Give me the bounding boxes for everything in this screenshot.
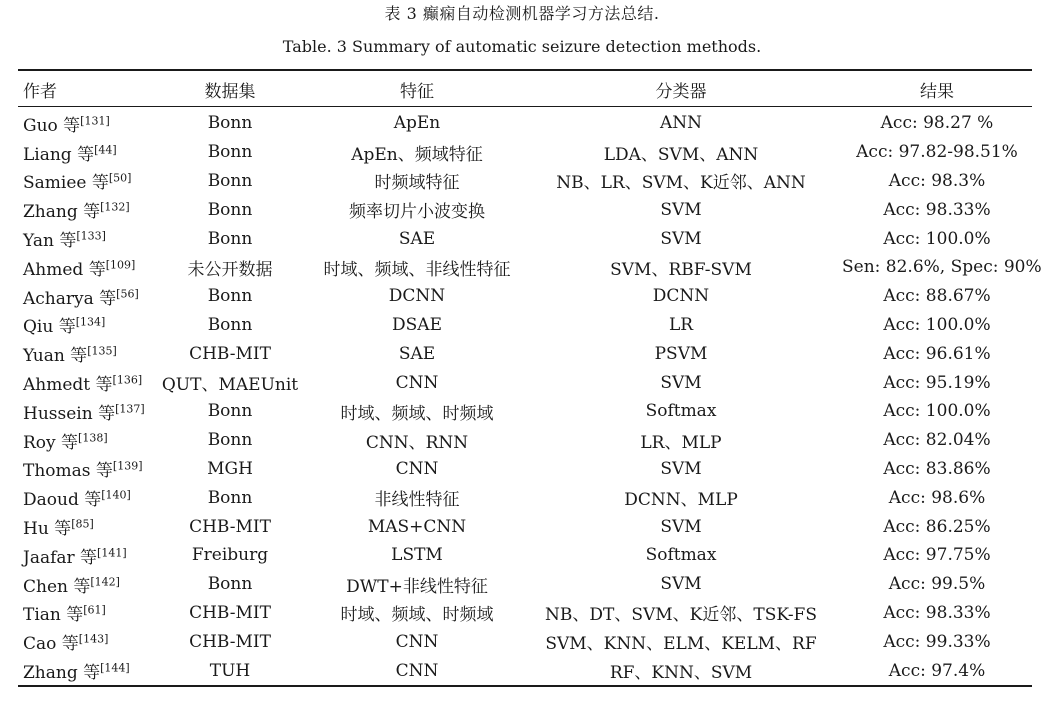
dataset-cell: QUT、MAEUnit xyxy=(161,375,299,396)
classifier-cell: SVM xyxy=(660,516,702,537)
author-name: Thomas 等 xyxy=(23,461,113,482)
citation-ref: [85] xyxy=(71,517,94,531)
author-cell xyxy=(18,311,146,340)
author-name: Yuan 等 xyxy=(23,346,88,367)
author-cell xyxy=(18,224,146,253)
author-cell xyxy=(18,107,146,138)
dataset-cell: 未公开数据 xyxy=(187,259,273,280)
author-cell xyxy=(18,253,146,282)
classifier-cell: DCNN、MLP xyxy=(624,490,738,511)
author-cell xyxy=(18,138,146,167)
author-cell xyxy=(18,599,146,628)
classifier-cell: ANN xyxy=(659,113,703,134)
dataset-cell: Bonn xyxy=(207,487,253,508)
result-cell: Acc: 99.33% xyxy=(883,631,991,652)
dataset-cell: CHB-MIT xyxy=(189,343,271,364)
table-row xyxy=(18,570,1032,599)
classifier-cell: LR xyxy=(668,314,694,335)
dataset-cell: TUH xyxy=(209,660,251,681)
classifier-cell: PSVM xyxy=(654,343,708,364)
header-dataset: 数据集 xyxy=(204,82,256,102)
table-body xyxy=(18,107,1042,685)
author-cell xyxy=(18,339,146,368)
citation-ref: [139] xyxy=(112,459,143,473)
dataset-cell: Bonn xyxy=(207,430,253,451)
table-top-rule xyxy=(18,69,1032,71)
feature-cell: 时域、频域、时频域 xyxy=(340,605,494,626)
dataset-cell: Bonn xyxy=(207,199,253,220)
author-cell xyxy=(18,512,146,541)
dataset-cell: Bonn xyxy=(207,142,253,163)
citation-ref: [137] xyxy=(115,402,145,416)
citation-ref: [133] xyxy=(76,229,106,243)
classifier-cell: SVM、KNN、ELM、KELM、RF xyxy=(545,634,817,655)
author-name: Qiu 等 xyxy=(23,317,76,338)
dataset-cell: Bonn xyxy=(207,314,253,335)
result-cell: Acc: 86.25% xyxy=(883,516,991,537)
dataset-cell: MGH xyxy=(207,458,253,479)
citation-ref: [44] xyxy=(94,143,117,157)
author-cell xyxy=(18,397,146,426)
author-name: Chen 等 xyxy=(23,576,91,597)
table-row xyxy=(18,368,1032,397)
result-cell: Acc: 97.75% xyxy=(883,545,991,566)
citation-ref: [61] xyxy=(83,603,106,617)
feature-cell: DSAE xyxy=(392,314,442,335)
citation-ref: [140] xyxy=(101,488,131,502)
feature-cell: CNN xyxy=(395,372,439,393)
classifier-cell: SVM、RBF-SVM xyxy=(610,259,752,280)
citation-ref: [50] xyxy=(108,171,132,185)
table-row xyxy=(18,426,1032,455)
classifier-cell: RF、KNN、SVM xyxy=(609,663,753,684)
methods-table xyxy=(18,72,1042,685)
author-cell xyxy=(18,483,146,512)
result-cell: Acc: 98.27 % xyxy=(880,113,994,134)
header-author: 作者 xyxy=(23,82,57,102)
table-row xyxy=(18,599,1032,628)
result-cell: Acc: 98.6% xyxy=(888,487,986,508)
table-row xyxy=(18,339,1032,368)
feature-cell: MAS+CNN xyxy=(367,516,467,537)
table-row xyxy=(18,282,1032,311)
feature-cell: 时域、频域、非线性特征 xyxy=(323,259,511,280)
feature-cell: LSTM xyxy=(391,545,443,566)
feature-cell: 时频域特征 xyxy=(374,173,460,194)
classifier-cell: LDA、SVM、ANN xyxy=(603,144,759,165)
dataset-cell: Bonn xyxy=(207,286,253,307)
table-row xyxy=(18,541,1032,570)
author-name: Acharya 等 xyxy=(23,288,117,309)
author-cell xyxy=(18,368,146,397)
author-name: Hu 等 xyxy=(23,519,72,540)
table-row xyxy=(18,224,1032,253)
author-cell xyxy=(18,541,146,570)
result-cell: Acc: 98.33% xyxy=(883,199,991,220)
author-name: Hussein 等 xyxy=(23,403,116,424)
dataset-cell: Bonn xyxy=(207,228,253,249)
citation-ref: [136] xyxy=(112,373,143,387)
result-cell: Sen: 82.6%, Spec: 90% xyxy=(842,257,1042,278)
author-cell xyxy=(18,195,146,224)
table-row xyxy=(18,138,1032,167)
citation-ref: [138] xyxy=(78,431,108,444)
table-row xyxy=(18,656,1032,685)
citation-ref: [142] xyxy=(90,574,120,588)
feature-cell: ApEn xyxy=(393,113,441,134)
feature-cell: 频率切片小波变换 xyxy=(349,202,485,223)
citation-ref: [109] xyxy=(105,258,136,272)
table-row xyxy=(18,311,1032,340)
classifier-cell: SVM xyxy=(660,574,702,595)
author-name: Ahmedt 等 xyxy=(23,375,113,396)
feature-cell: SAE xyxy=(398,228,436,249)
result-cell: Acc: 97.4% xyxy=(888,660,986,681)
author-cell xyxy=(18,426,146,455)
result-cell: Acc: 83.86% xyxy=(883,458,991,479)
dataset-cell: CHB-MIT xyxy=(189,631,271,652)
result-cell: Acc: 97.82-98.51% xyxy=(856,142,1018,163)
result-cell: Acc: 100.0% xyxy=(883,314,991,335)
feature-cell: CNN xyxy=(395,458,439,479)
dataset-cell: Freiburg xyxy=(191,545,269,566)
author-name: Ahmed 等 xyxy=(23,259,106,280)
feature-cell: DCNN xyxy=(388,286,446,307)
feature-cell: SAE xyxy=(398,343,436,364)
classifier-cell: Softmax xyxy=(645,545,717,566)
table-header-row xyxy=(18,72,1032,107)
dataset-cell: Bonn xyxy=(207,113,253,134)
classifier-cell: NB、LR、SVM、K近邻、ANN xyxy=(556,173,806,194)
author-name: Daoud 等 xyxy=(23,490,102,511)
result-cell: Acc: 99.5% xyxy=(888,574,986,595)
feature-cell: CNN xyxy=(395,660,439,681)
author-name: Guo 等 xyxy=(23,115,81,136)
result-cell: Acc: 100.0% xyxy=(883,228,991,249)
citation-ref: [143] xyxy=(78,632,109,646)
author-cell xyxy=(18,627,146,656)
classifier-cell: DCNN xyxy=(652,286,710,307)
author-cell xyxy=(18,167,146,196)
dataset-cell: CHB-MIT xyxy=(189,516,271,537)
citation-ref: [135] xyxy=(87,344,117,358)
header-feature: 特征 xyxy=(400,82,434,102)
classifier-cell: SVM xyxy=(660,372,702,393)
table-row xyxy=(18,455,1032,484)
table-row xyxy=(18,195,1032,224)
classifier-cell: SVM xyxy=(660,228,702,249)
dataset-cell: CHB-MIT xyxy=(189,602,271,623)
author-name: Cao 等 xyxy=(23,634,79,655)
table-caption-english: Table. 3 Summary of automatic seizure detection methods. xyxy=(282,37,762,56)
feature-cell: ApEn、频域特征 xyxy=(351,144,483,165)
table-row xyxy=(18,627,1032,656)
header-result: 结果 xyxy=(920,82,954,102)
citation-ref: [131] xyxy=(80,114,110,128)
result-cell: Acc: 82.04% xyxy=(883,430,991,451)
result-cell: Acc: 100.0% xyxy=(883,401,991,422)
result-cell: Acc: 98.3% xyxy=(888,170,986,191)
result-cell: Acc: 98.33% xyxy=(883,602,991,623)
author-name: Roy 等 xyxy=(23,432,79,453)
table-row xyxy=(18,512,1032,541)
classifier-cell: NB、DT、SVM、K近邻、TSK-FS xyxy=(545,605,817,626)
header-classifier: 分类器 xyxy=(655,82,707,102)
result-cell: Acc: 96.61% xyxy=(883,343,991,364)
dataset-cell: Bonn xyxy=(207,170,253,191)
result-cell: Acc: 88.67% xyxy=(883,286,991,307)
feature-cell: CNN、RNN xyxy=(365,432,469,453)
author-name: Tian 等 xyxy=(23,605,84,626)
classifier-cell: SVM xyxy=(660,458,702,479)
author-cell xyxy=(18,656,146,685)
citation-ref: [56] xyxy=(116,287,139,301)
table-row xyxy=(18,167,1032,196)
citation-ref: [134] xyxy=(75,315,106,329)
author-cell xyxy=(18,570,146,599)
author-name: Yan 等 xyxy=(23,231,77,252)
classifier-cell: LR、MLP xyxy=(640,432,722,453)
table-row xyxy=(18,253,1032,282)
citation-ref: [141] xyxy=(97,546,127,560)
dataset-cell: Bonn xyxy=(207,401,253,422)
table-caption-chinese: 表 3 癫痫自动检测机器学习方法总结. xyxy=(384,4,660,23)
classifier-cell: SVM xyxy=(660,199,702,220)
classifier-cell: Softmax xyxy=(645,401,717,422)
citation-ref: [144] xyxy=(100,661,130,675)
citation-ref: [132] xyxy=(100,200,130,214)
author-name: Zhang 等 xyxy=(23,663,101,684)
feature-cell: 时域、频域、时频域 xyxy=(340,403,494,424)
dataset-cell: Bonn xyxy=(207,574,253,595)
author-name: Zhang 等 xyxy=(23,202,101,223)
author-cell xyxy=(18,455,146,484)
feature-cell: CNN xyxy=(395,631,439,652)
author-name: Samiee 等 xyxy=(23,173,109,194)
table-row xyxy=(18,483,1032,512)
author-name: Jaafar 等 xyxy=(23,547,98,568)
table-bottom-rule xyxy=(18,685,1032,687)
table-row xyxy=(18,397,1032,426)
feature-cell: 非线性特征 xyxy=(374,490,460,511)
author-cell xyxy=(18,282,146,311)
result-cell: Acc: 95.19% xyxy=(883,372,991,393)
table-row xyxy=(18,107,1032,138)
author-name: Liang 等 xyxy=(23,144,95,165)
feature-cell: DWT+非线性特征 xyxy=(346,576,488,597)
